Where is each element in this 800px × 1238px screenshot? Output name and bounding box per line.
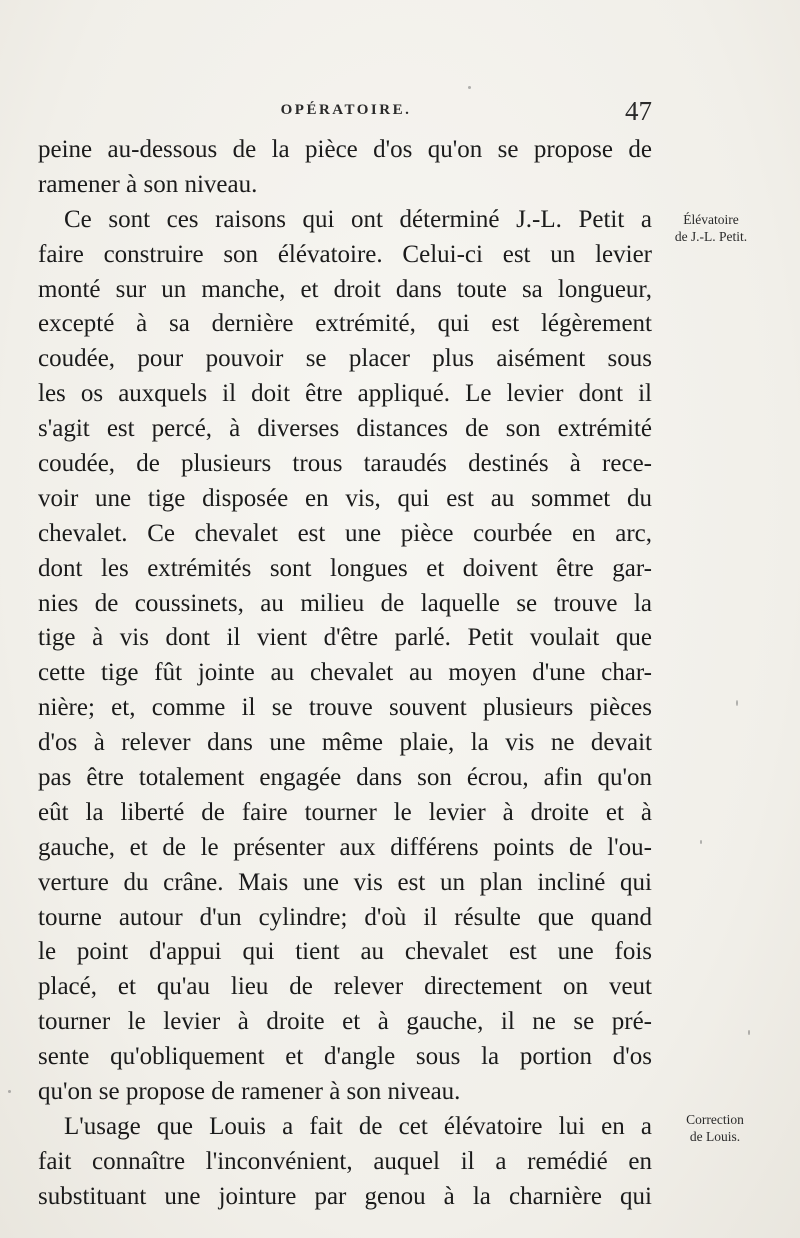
text-line: tourner le levier à droite et à gauche, il ne se pré- bbox=[38, 1008, 652, 1036]
text-line: tourne autour d'un cylindre; d'où il résulte que quand bbox=[38, 903, 652, 931]
text-line: eût la liberté de faire tourner le levier à droite et à bbox=[38, 798, 652, 826]
text-line: monté sur un manche, et droit dans toute sa longueur, bbox=[38, 275, 652, 303]
text-line: voir une tige disposée en vis, qui est au sommet du bbox=[38, 484, 652, 512]
page-number: 47 bbox=[625, 96, 652, 126]
margin-note-line: Élévatoire bbox=[683, 212, 739, 227]
margin-note-elevatoire bbox=[656, 211, 766, 245]
text-line: d'os à relever dans une même plaie, la vis ne devait bbox=[38, 729, 652, 757]
text-line: s'agit est percé, à diverses distances de son extrémité bbox=[38, 415, 652, 443]
paper-speck bbox=[736, 700, 738, 706]
margin-note-line: Correction bbox=[686, 1112, 744, 1127]
text-line: placé, et qu'au lieu de relever directement on veut bbox=[38, 973, 652, 1001]
paper-speck bbox=[748, 1030, 750, 1035]
paper-speck bbox=[8, 1090, 11, 1093]
text-line: substituant une jointure par genou à la charnière qui bbox=[38, 1182, 652, 1210]
text-line: fait connaître l'inconvénient, auquel il a remédié en bbox=[38, 1147, 652, 1175]
text-line: nière; et, comme il se trouve souvent plusieurs pièces bbox=[38, 694, 652, 722]
text-line: qu'on se propose de ramener à son niveau. bbox=[38, 1078, 461, 1106]
text-line: L'usage que Louis a fait de cet élévatoire lui en a bbox=[64, 1112, 652, 1140]
text-line: les os auxquels il doit être appliqué. Le levier dont il bbox=[38, 380, 652, 408]
page-header bbox=[40, 96, 652, 128]
text-line: faire construire son élévatoire. Celui-ci est un levier bbox=[38, 240, 652, 268]
text-line: gauche, et de le présenter aux différens points de l'ou- bbox=[38, 833, 652, 861]
margin-note-line: de Louis. bbox=[689, 1129, 741, 1144]
text-line: excepté à sa dernière extrémité, qui est légèrement bbox=[38, 310, 652, 338]
text-line: nies de coussinets, au milieu de laquelle se trouve la bbox=[38, 589, 652, 617]
body-text bbox=[38, 133, 652, 1215]
paper-speck bbox=[468, 86, 471, 89]
text-line: sente qu'obliquement et d'angle sous la portion d'os bbox=[38, 1043, 652, 1071]
text-line: pas être totalement engagée dans son écrou, afin qu'on bbox=[38, 764, 652, 792]
text-line: ramener à son niveau. bbox=[38, 170, 258, 198]
text-line: le point d'appui qui tient au chevalet est une fois bbox=[38, 938, 652, 966]
text-line: dont les extrémités sont longues et doivent être gar- bbox=[38, 554, 652, 582]
margin-note-correction bbox=[660, 1111, 770, 1145]
paper-speck bbox=[700, 840, 702, 844]
running-title: OPÉRATOIRE. bbox=[280, 102, 412, 118]
text-line: chevalet. Ce chevalet est une pièce courbée en arc, bbox=[38, 519, 652, 547]
text-line: cette tige fût jointe au chevalet au moyen d'une char- bbox=[38, 659, 652, 687]
text-line: verture du crâne. Mais une vis est un plan incliné qui bbox=[38, 868, 652, 896]
text-line: tige à vis dont il vient d'être parlé. Petit voulait que bbox=[38, 624, 652, 652]
text-line: peine au-dessous de la pièce d'os qu'on se propose de bbox=[38, 136, 652, 163]
text-line: coudée, pour pouvoir se placer plus aisément sous bbox=[38, 345, 652, 373]
margin-note-line: de J.-L. Petit. bbox=[674, 229, 748, 244]
text-line: Ce sont ces raisons qui ont déterminé J.-L. Petit a bbox=[64, 205, 652, 233]
text-line: coudée, de plusieurs trous taraudés destinés à rece- bbox=[38, 450, 652, 478]
